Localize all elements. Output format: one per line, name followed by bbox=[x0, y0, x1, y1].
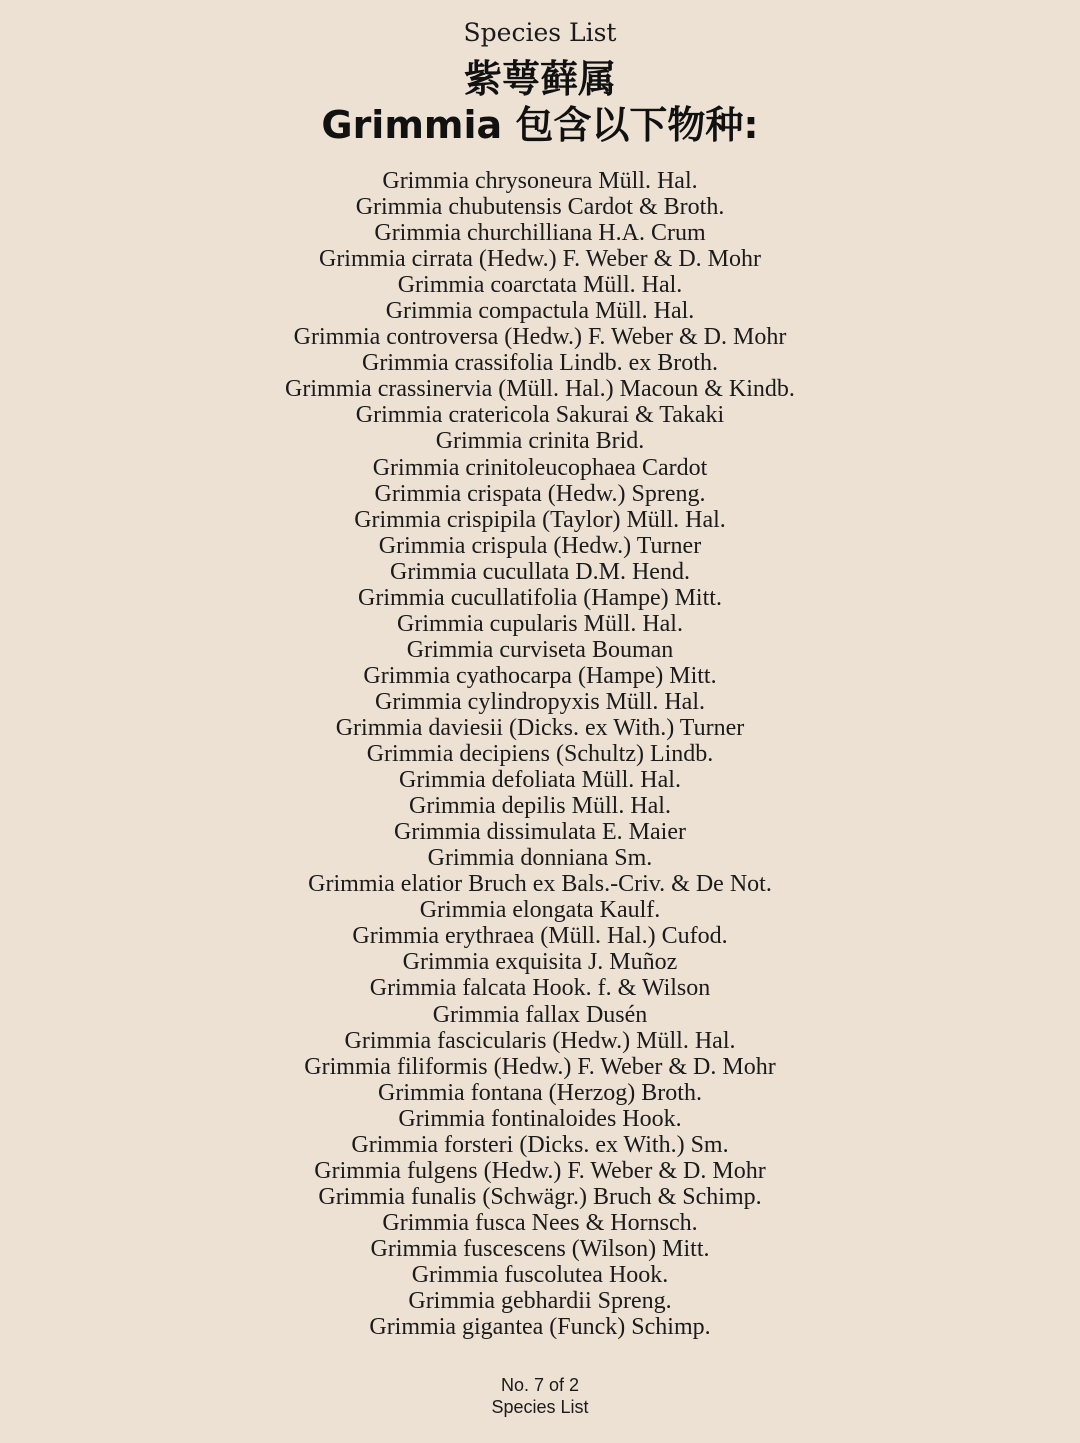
species-item: Grimmia decipiens (Schultz) Lindb. bbox=[366, 741, 714, 768]
species-item: Grimmia fontinaloides Hook. bbox=[398, 1105, 682, 1132]
species-item: Grimmia forsteri (Dicks. ex With.) Sm. bbox=[351, 1131, 729, 1158]
species-item: Grimmia gebhardii Spreng. bbox=[408, 1288, 672, 1315]
species-item: Grimmia fusca Nees & Hornsch. bbox=[382, 1209, 698, 1236]
species-item: Grimmia filiformis (Hedw.) F. Weber & D. Mohr bbox=[304, 1053, 776, 1080]
species-item: Grimmia fulgens (Hedw.) F. Weber & D. Mohr bbox=[314, 1157, 766, 1184]
species-item: Grimmia fuscolutea Hook. bbox=[411, 1261, 669, 1288]
species-item: Grimmia exquisita J. Muñoz bbox=[402, 949, 678, 976]
species-item: Grimmia curviseta Bouman bbox=[406, 636, 674, 663]
species-item: Grimmia cucullata D.M. Hend. bbox=[390, 558, 690, 585]
species-item: Grimmia crassifolia Lindb. ex Broth. bbox=[362, 350, 718, 377]
species-item: Grimmia crinita Brid. bbox=[435, 428, 645, 455]
species-item: Grimmia donniana Sm. bbox=[427, 845, 653, 872]
species-item: Grimmia defoliata Müll. Hal. bbox=[399, 767, 681, 794]
footer bbox=[0, 1374, 1080, 1418]
species-item: Grimmia crispipila (Taylor) Müll. Hal. bbox=[354, 506, 726, 533]
species-item: Grimmia erythraea (Müll. Hal.) Cufod. bbox=[352, 923, 728, 950]
species-list bbox=[0, 168, 1080, 1340]
species-item: Grimmia coarctata Müll. Hal. bbox=[397, 272, 683, 299]
species-item: Grimmia gigantea (Funck) Schimp. bbox=[369, 1314, 711, 1341]
species-item: Grimmia falcata Hook. f. & Wilson bbox=[369, 975, 711, 1002]
species-item: Grimmia fallax Dusén bbox=[432, 1001, 648, 1028]
page-number: No. 7 of 2 bbox=[500, 1375, 580, 1395]
species-item: Grimmia elatior Bruch ex Bals.-Criv. & De Not. bbox=[308, 871, 772, 898]
title-genus-line: Grimmia 包含以下物种: bbox=[321, 103, 759, 147]
species-item: Grimmia daviesii (Dicks. ex With.) Turner bbox=[335, 714, 745, 741]
species-item: Grimmia chubutensis Cardot & Broth. bbox=[355, 194, 725, 221]
footer-label: Species List bbox=[491, 1397, 589, 1417]
species-item: Grimmia cupularis Müll. Hal. bbox=[397, 610, 683, 637]
species-item: Grimmia elongata Kaulf. bbox=[419, 897, 661, 924]
species-item: Grimmia fuscescens (Wilson) Mitt. bbox=[370, 1235, 710, 1262]
species-item: Grimmia dissimulata E. Maier bbox=[394, 819, 686, 846]
species-item: Grimmia crispula (Hedw.) Turner bbox=[378, 532, 702, 559]
species-item: Grimmia cucullatifolia (Hampe) Mitt. bbox=[358, 584, 722, 611]
species-item: Grimmia crispata (Hedw.) Spreng. bbox=[374, 480, 706, 507]
species-item: Grimmia chrysoneura Müll. Hal. bbox=[382, 168, 698, 194]
species-item: Grimmia controversa (Hedw.) F. Weber & D. Mohr bbox=[293, 324, 787, 351]
title-chinese-name: 紫萼藓属 bbox=[463, 57, 616, 101]
species-item: Grimmia funalis (Schwägr.) Bruch & Schimp. bbox=[318, 1183, 762, 1210]
page-title bbox=[0, 56, 1080, 148]
species-item: Grimmia cyathocarpa (Hampe) Mitt. bbox=[363, 662, 717, 689]
species-item: Grimmia crassinervia (Müll. Hal.) Macoun & Kindb. bbox=[285, 376, 795, 403]
species-item: Grimmia churchilliana H.A. Crum bbox=[374, 220, 706, 247]
species-item: Grimmia crinitoleucophaea Cardot bbox=[372, 454, 708, 481]
species-item: Grimmia fontana (Herzog) Broth. bbox=[378, 1079, 702, 1106]
header-label: Species List bbox=[463, 18, 617, 47]
species-item: Grimmia compactula Müll. Hal. bbox=[385, 298, 695, 325]
species-item: Grimmia cirrata (Hedw.) F. Weber & D. Mohr bbox=[318, 246, 762, 273]
species-item: Grimmia cratericola Sakurai & Takaki bbox=[355, 402, 725, 429]
species-item: Grimmia fascicularis (Hedw.) Müll. Hal. bbox=[344, 1027, 736, 1054]
species-item: Grimmia cylindropyxis Müll. Hal. bbox=[375, 688, 705, 715]
species-item: Grimmia depilis Müll. Hal. bbox=[409, 793, 671, 820]
